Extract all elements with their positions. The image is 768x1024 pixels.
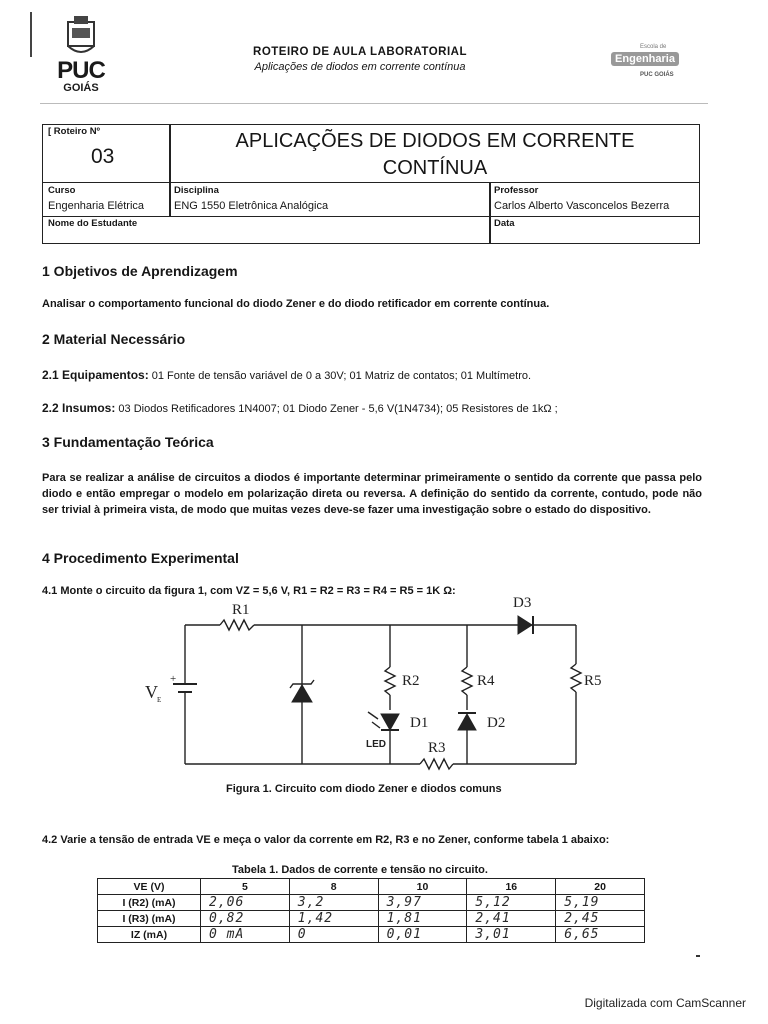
handwritten-cell: 0 xyxy=(289,927,378,943)
insumos-label: 2.2 Insumos: xyxy=(42,401,116,415)
r4-resistor xyxy=(462,667,472,695)
equipamentos-line xyxy=(42,368,531,382)
table-caption: Tabela 1. Dados de corrente e tensão no circuito. xyxy=(232,864,488,876)
r4-label: R4 xyxy=(477,673,495,689)
info-table xyxy=(42,124,700,244)
section1-heading: 1 Objetivos de Aprendizagem xyxy=(42,263,238,279)
step-4-2: 4.2 Varie a tensão de entrada VE e meça o valor da corrente em R2, R3 e no Zener, conforme tabela 1 abaixo: xyxy=(42,834,610,846)
table-header-cell: 10 xyxy=(378,879,467,895)
camscanner-watermark: Digitalizada com CamScanner xyxy=(584,996,746,1010)
r2-resistor xyxy=(385,667,395,695)
table-row xyxy=(98,911,645,927)
handwritten-cell: 2,45 xyxy=(556,911,645,927)
logo-puc-text: PUC xyxy=(57,57,105,84)
figure-caption: Figura 1. Circuito com diodo Zener e diodos comuns xyxy=(226,783,502,795)
page-edge-mark xyxy=(30,12,32,57)
r1-resistor xyxy=(220,620,254,630)
r2-label: R2 xyxy=(402,673,420,689)
section2-heading: 2 Material Necessário xyxy=(42,331,186,347)
d1-label: D1 xyxy=(410,715,429,731)
equipamentos-label: 2.1 Equipamentos: xyxy=(42,368,149,382)
professor-value: Carlos Alberto Vasconcelos Bezerra xyxy=(494,200,670,212)
engenharia-badge: Engenharia xyxy=(611,52,679,66)
header-title: ROTEIRO DE AULA LABORATORIAL xyxy=(253,46,467,58)
section3-heading: 3 Fundamentação Teórica xyxy=(42,434,214,450)
ve-label: V xyxy=(145,682,158,702)
handwritten-cell: 3,97 xyxy=(378,895,467,911)
led-arrow xyxy=(372,722,380,728)
professor-label: Professor xyxy=(494,185,539,196)
header-divider xyxy=(40,103,708,104)
handwritten-cell: 1,42 xyxy=(289,911,378,927)
roteiro-number: 03 xyxy=(91,145,115,168)
section4-heading: 4 Procedimento Experimental xyxy=(42,550,239,566)
plus-sign: + xyxy=(170,673,177,685)
pucgoias-small-text: PUC GOIÁS xyxy=(640,72,674,78)
table-header-cell: 16 xyxy=(467,879,556,895)
curso-label: Curso xyxy=(48,185,76,196)
r3-label: R3 xyxy=(428,740,446,756)
stray-mark xyxy=(696,955,700,957)
d1-led-diode xyxy=(381,714,399,730)
insumos-line xyxy=(42,401,558,415)
handwritten-cell: 6,65 xyxy=(556,927,645,943)
roteiro-label: [ Roteiro Nº xyxy=(48,126,101,137)
handwritten-cell: 0,01 xyxy=(378,927,467,943)
university-crest-icon xyxy=(64,16,98,56)
ve-subscript: E xyxy=(157,696,162,704)
section3-text: Para se realizar a análise de circuitos a diodos é importante determinar primeiramente o sentido da corrente que passa pelo diodo e então empregar o modelo em polarização direta ou reversa. A definição do sentido da corrente, contudo, pode não ser trivial à primeira vista, de modo que muitas vezes deve-se fazer uma investigação sobre o estado do dispositivo. xyxy=(42,472,702,516)
table-header-row xyxy=(98,879,645,895)
divider xyxy=(43,216,699,217)
step-4-1: 4.1 Monte o circuito da figura 1, com VZ = 5,6 V, R1 = R2 = R3 = R4 = R5 = 1K Ω: xyxy=(42,585,456,597)
handwritten-cell: 0,82 xyxy=(201,911,290,927)
equipamentos-text: 01 Fonte de tensão variável de 0 a 30V; 01 Matriz de contatos; 01 Multímetro. xyxy=(148,370,532,382)
handwritten-cell: 2,41 xyxy=(467,911,556,927)
handwritten-cell: 5,12 xyxy=(467,895,556,911)
table-header-cell: 5 xyxy=(201,879,290,895)
r5-label: R5 xyxy=(584,673,602,689)
lab-title-line2: CONTÍNUA xyxy=(382,157,488,179)
row-label: IZ (mA) xyxy=(98,927,201,943)
r3-resistor xyxy=(420,759,453,769)
curso-value: Engenharia Elétrica xyxy=(48,200,145,212)
d2-diode xyxy=(458,714,476,730)
document-header xyxy=(200,46,520,73)
r1-label: R1 xyxy=(232,602,250,618)
logo-goias-text: GOIÁS xyxy=(63,82,99,94)
table-row xyxy=(98,927,645,943)
table-header-cell: 8 xyxy=(289,879,378,895)
circuit-diagram xyxy=(140,592,602,777)
disciplina-label: Disciplina xyxy=(174,185,219,196)
handwritten-cell: 0 mA xyxy=(201,927,290,943)
header-subtitle: Aplicações de diodos em corrente contínua xyxy=(254,61,466,73)
d2-label: D2 xyxy=(487,715,506,731)
r5-resistor xyxy=(571,664,581,692)
row-label: I (R3) (mA) xyxy=(98,911,201,927)
table-row xyxy=(98,895,645,911)
section1-text: Analisar o comportamento funcional do diodo Zener e do diodo retificador em corrente contínua. xyxy=(42,298,550,310)
handwritten-cell: 3,2 xyxy=(289,895,378,911)
divider xyxy=(489,182,491,243)
divider xyxy=(169,182,171,216)
d3-diode xyxy=(518,616,532,634)
zener-diode xyxy=(292,685,312,702)
table-header-cell: 20 xyxy=(556,879,645,895)
led-label: LED xyxy=(366,739,386,750)
disciplina-value: ENG 1550 Eletrônica Analógica xyxy=(174,200,329,212)
handwritten-cell: 2,06 xyxy=(201,895,290,911)
divider xyxy=(43,182,699,183)
row-label: I (R2) (mA) xyxy=(98,895,201,911)
puc-goias-logo xyxy=(42,12,120,100)
handwritten-cell: 1,81 xyxy=(378,911,467,927)
d3-label: D3 xyxy=(513,595,532,611)
handwritten-cell: 3,01 xyxy=(467,927,556,943)
lab-title xyxy=(171,128,699,182)
handwritten-cell: 5,19 xyxy=(556,895,645,911)
insumos-text: 03 Diodos Retificadores 1N4007; 01 Diodo Zener - 5,6 V(1N4734); 05 Resistores de 1kΩ ; xyxy=(115,403,558,415)
data-table xyxy=(97,878,645,943)
lab-title-line1: APLICAÇÕES DE DIODOS EM CORRENTE xyxy=(235,130,635,152)
estudante-label: Nome do Estudante xyxy=(48,218,138,229)
led-arrow xyxy=(368,712,378,719)
data-label: Data xyxy=(494,218,515,229)
escola-engenharia-logo xyxy=(600,22,690,94)
table-header-cell: VE (V) xyxy=(98,879,201,895)
escola-text: Escola de xyxy=(640,44,667,50)
